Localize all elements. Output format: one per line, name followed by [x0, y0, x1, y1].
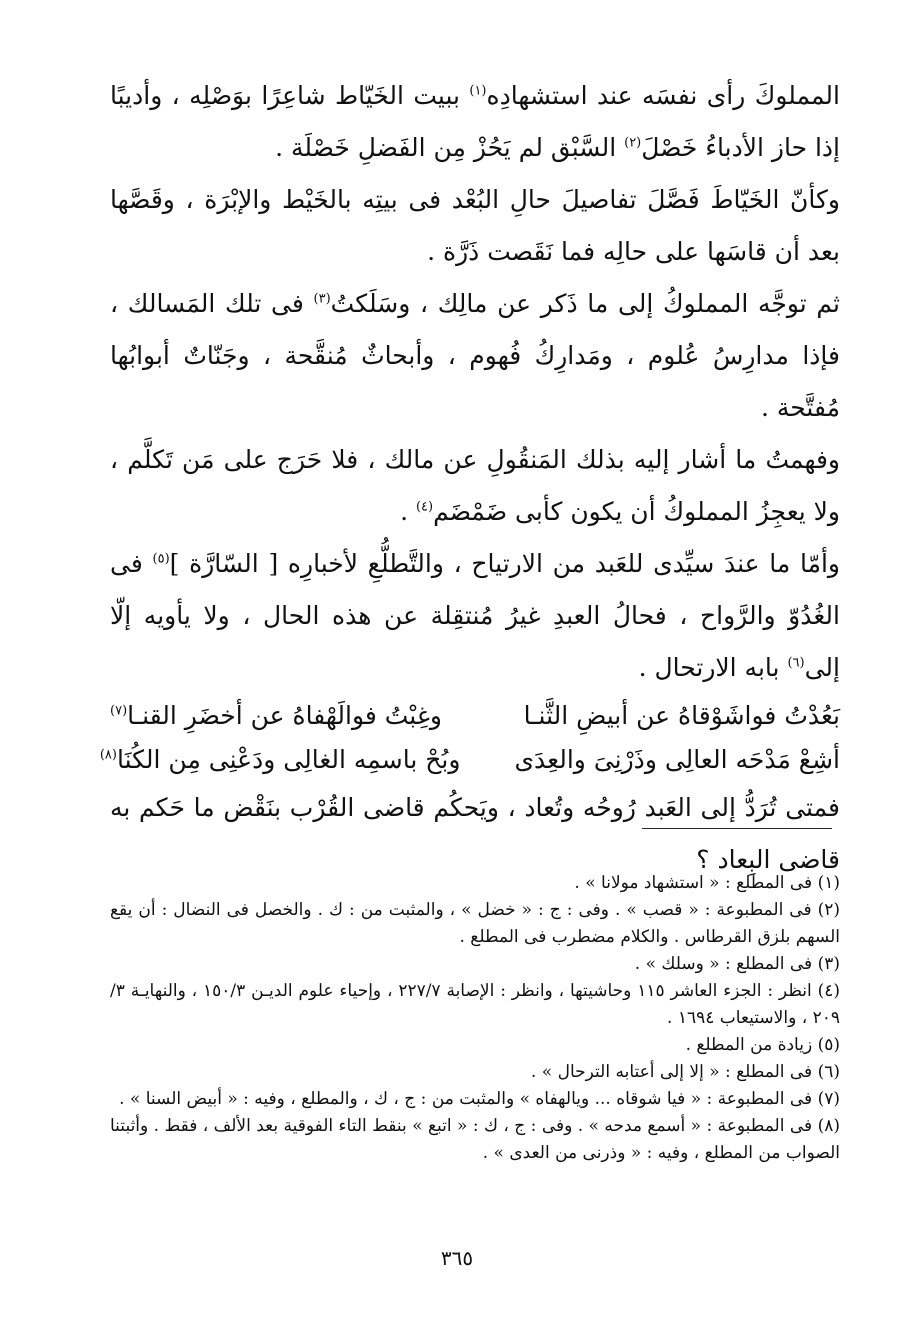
paragraph-4: [110, 434, 840, 538]
verse-line-1: [110, 694, 840, 738]
poem-verses: [99, 694, 840, 782]
paragraph-1: [110, 70, 840, 174]
footnote-ref[interactable]: (٢): [624, 135, 642, 151]
footnote-ref[interactable]: (٣): [313, 291, 331, 307]
text-run: وأمّا ما عندَ سيِّدى للعَبد من الارتياح ، والتَّطلُّعِ لأخبارِه [ السّارَّة ]: [169, 549, 840, 578]
footnote-ref[interactable]: (٧): [110, 703, 128, 719]
footnote-ref[interactable]: (١): [469, 83, 487, 99]
text-run: ثم توجَّه المملوكُ إلى ما ذَكر عن مالِك ، وسَلَكتُ: [330, 289, 840, 318]
paragraph-5: [110, 538, 840, 694]
verse-line-2: [99, 738, 840, 782]
text-run: السَّبْق لم يَحُزْ مِن الفَضلِ خَصْلَة .: [275, 133, 625, 162]
text-run: المملوكَ رأى نفسَه عند استشهادِه: [486, 81, 840, 110]
text-run: فى تلك المَسالك ، فإذا مدارِسُ عُلوم ، ومَدارِكُ فُهوم ، وأبحاثٌ مُنقَّحة ، وجَنّاتٌ أبوابُها مُفتَّحة .: [110, 289, 840, 422]
verse-hemistich-left: [110, 694, 460, 738]
main-text: [99, 70, 840, 886]
footnote-3: (٣) فى المطلع : « وسلك » .: [634, 954, 840, 974]
verse-hemistich-right: بَعُدْتُ فواشَوْقاهُ عن أبيضِ الثَّنـا: [523, 701, 840, 730]
footnote-ref[interactable]: (٦): [787, 655, 805, 671]
footnote-6: (٦) فى المطلع : « إلا إلى أعتابه الترحال » .: [531, 1062, 840, 1082]
footnote-ref[interactable]: (٤): [415, 499, 434, 515]
text-run: فى الغُدُوّ والرَّواح ، فحالُ العبدِ غيرُ مُنتقِلة عن هذه الحال ، ولا يأويه إلّا إلى: [110, 549, 840, 682]
footnote-2: (٢) فى المطبوعة : « قصب » . وفى : ج : « خضل » ، والمثبت من : ك . والخصل فى النضال : أن يقع السهم بلزق القرطاس . والكلام مضطرب فى المطلع .: [110, 900, 840, 947]
text-run: ببيت الخَيّاط شاعِرًا بوَصْلِه ، وأديبًا إذا حاز الأدباءُ خَصْلَ: [110, 81, 840, 162]
text-run: وبُحْ باسمِه الغالِى ودَعْنِى مِن الكُنَا: [116, 745, 461, 774]
text-run: بابه الارتحال .: [638, 653, 788, 682]
footnote-1: (١) فى المطلع : « استشهاد مولانا » .: [574, 873, 840, 893]
footnote-ref[interactable]: (٨): [99, 747, 117, 763]
footnote-4: (٤) انظر : الجزء العاشر ١١٥ وحاشيتها ، وانظر : الإصابة ٢٢٧/٧ ، وإحياء علوم الديـن ١٥٠/٣ ، والنهايـة ٣/ ٢٠٩ ، والاستيعاب ١٦٩٤ .: [110, 981, 840, 1028]
paragraph-3: [110, 278, 840, 434]
verse-hemistich-right: أشِعْ مَدْحَه العالِى وذَرْنِىَ والعِدَى: [514, 745, 840, 774]
footnote-8: (٨) فى المطبوعة : « أسمع مدحه » . وفى : ج ، ك : « اتبع » بنقط التاء الفوقية بعد الألف ، فقط . وأثبتنا الصواب من المطلع ، وفيه : « وذرنى من العدى » .: [110, 1116, 840, 1163]
text-run: وغِبْتُ فوالَهْفاهُ عن أخضَرِ القنـا: [127, 701, 442, 730]
text-run: .: [400, 497, 416, 526]
footnote-7: (٧) فى المطبوعة : « فيا شوقاه ... ويالهفاه » والمثبت من : ج ، ك ، والمطلع ، وفيه : « أبيض السنا » .: [119, 1089, 840, 1109]
footnote-5: (٥) زيادة من المطلع .: [685, 1035, 840, 1055]
verse-hemistich-left: [99, 738, 461, 782]
footnotes: [110, 870, 840, 1167]
paragraph-2: وكأنّ الخَيّاطَ فَصَّلَ تفاصيلَ حالِ البُعْد فى بيتِه بالخَيْط والإبْرَة ، وقَصَّها بعد أن قاسَها على حالِه فما نَقَصت ذَرَّة .: [110, 185, 840, 266]
footnote-ref[interactable]: (٥): [152, 551, 170, 567]
text-run: وفهمتُ ما أشار إليه بذلك المَنقُولِ عن مالك ، فلا حَرَج على مَن تَكلَّم ، ولا يعجِزُ المملوكُ أن يكون كأبى ضَمْضَم: [110, 445, 840, 526]
footnote-divider: [642, 828, 832, 829]
page-number: ٣٦٥: [440, 1246, 474, 1270]
paragraph-6: فمتى تُرَدُّ إلى العَبد رُوحُه وتُعاد ، ويَحكُم قاضى القُرْب بنَقْض ما حَكم به قاضى البِعاد ؟: [110, 793, 840, 874]
